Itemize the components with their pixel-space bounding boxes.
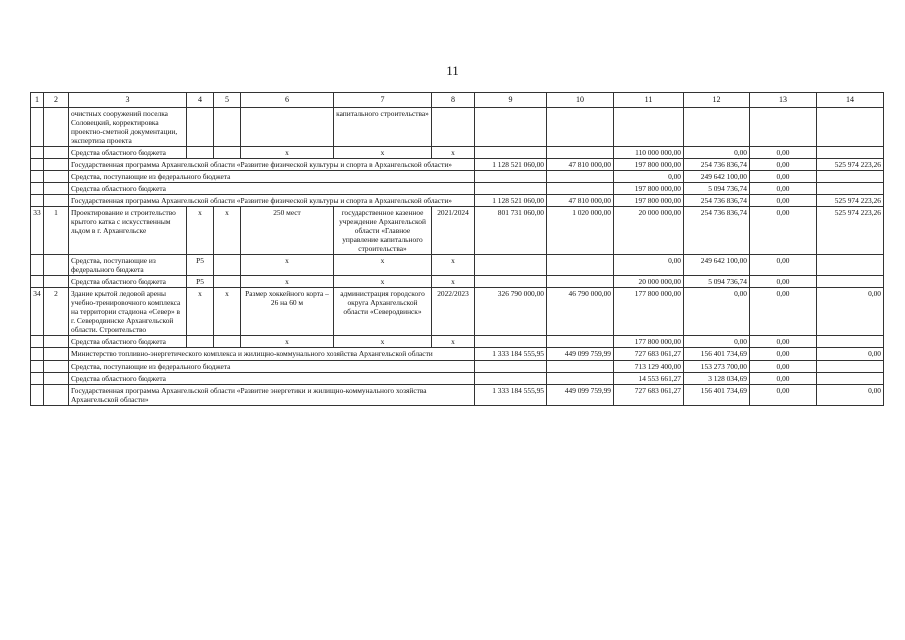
cell-c14 [817, 255, 884, 276]
cell-c10: 1 020 000,00 [547, 207, 614, 255]
table-row [31, 146, 884, 158]
cell-sub [44, 336, 69, 348]
cell-sub: 1 [44, 207, 69, 255]
cell-c4 [187, 336, 214, 348]
cell-c11: 727 683 061,27 [614, 384, 684, 405]
cell-c13: 0,00 [750, 170, 817, 182]
cell-c4: х [187, 207, 214, 255]
cell-c6: 250 мест [241, 207, 334, 255]
cell-c4 [187, 146, 214, 158]
cell-c12: 0,00 [684, 146, 750, 158]
cell-c9 [475, 146, 547, 158]
cell-c14: 525 974 223,26 [817, 195, 884, 207]
cell-c10 [547, 107, 614, 146]
table-row [31, 372, 884, 384]
cell-c8: 2021/2024 [432, 207, 475, 255]
cell-c5 [214, 336, 241, 348]
cell-c12: 254 736 836,74 [684, 195, 750, 207]
cell-c10: 47 810 000,00 [547, 158, 614, 170]
cell-sub [44, 146, 69, 158]
empty-cell [44, 158, 69, 170]
cell-c14: 525 974 223,26 [817, 207, 884, 255]
cell-c13: 0,00 [750, 182, 817, 194]
row-name-cell: Средства, поступающие из федерального бюджета [69, 360, 475, 372]
row-name-cell: Министерство топливно-энергетического комплекса и жилищно-коммунального хозяйства Архангельской области [69, 348, 475, 360]
empty-cell [31, 360, 44, 372]
cell-no [31, 107, 44, 146]
cell-c8: х [432, 255, 475, 276]
cell-c8: х [432, 146, 475, 158]
cell-c13: 0,00 [750, 158, 817, 170]
cell-c5: х [214, 207, 241, 255]
cell-c6: х [241, 336, 334, 348]
cell-c12: 254 736 836,74 [684, 158, 750, 170]
cell-c13: 0,00 [750, 336, 817, 348]
cell-c11: 177 800 000,00 [614, 288, 684, 336]
cell-c9 [475, 255, 547, 276]
table-body [31, 93, 884, 406]
cell-c5 [214, 276, 241, 288]
cell-c10 [547, 360, 614, 372]
cell-c11: 0,00 [614, 170, 684, 182]
row-name-cell: Проектирование и строительство крытого катка с искусственным льдом в г. Архангельске [69, 207, 187, 255]
row-name-cell: Здание крытой ледовой арены учебно-тренировочного комплекса на территории стадиона «Север» в г. Северодвинске Архангельской области. Строительство [69, 288, 187, 336]
table-row [31, 207, 884, 255]
cell-no [31, 336, 44, 348]
cell-sub [44, 276, 69, 288]
cell-c9: 1 128 521 060,00 [475, 195, 547, 207]
column-header: 1 [31, 93, 44, 108]
cell-c9 [475, 336, 547, 348]
cell-c8 [432, 107, 475, 146]
cell-c11: 197 800 000,00 [614, 195, 684, 207]
cell-c14 [817, 360, 884, 372]
cell-c14 [817, 182, 884, 194]
empty-cell [44, 182, 69, 194]
table-row [31, 348, 884, 360]
cell-c6 [241, 107, 334, 146]
cell-c13: 0,00 [750, 384, 817, 405]
column-header: 11 [614, 93, 684, 108]
cell-c13: 0,00 [750, 207, 817, 255]
cell-c10 [547, 146, 614, 158]
cell-no: 33 [31, 207, 44, 255]
cell-c10 [547, 170, 614, 182]
table-row [31, 360, 884, 372]
cell-c7: администрация городского округа Архангельской области «Северодвинск» [334, 288, 432, 336]
column-header: 13 [750, 93, 817, 108]
cell-c11: 177 800 000,00 [614, 336, 684, 348]
cell-c14 [817, 336, 884, 348]
cell-c9: 326 790 000,00 [475, 288, 547, 336]
cell-c12: 156 401 734,69 [684, 348, 750, 360]
cell-c8: х [432, 276, 475, 288]
row-name-cell: Средства областного бюджета [69, 182, 475, 194]
cell-c6: Размер хоккейного корта – 26 на 60 м [241, 288, 334, 336]
cell-no [31, 276, 44, 288]
cell-c7: государственное казенное учреждение Архангельской области «Главное управление капитального строительства» [334, 207, 432, 255]
cell-c12: 0,00 [684, 288, 750, 336]
row-name-cell: Средства, поступающие из федерального бюджета [69, 255, 187, 276]
cell-sub [44, 107, 69, 146]
cell-c11: 14 553 661,27 [614, 372, 684, 384]
column-header: 4 [187, 93, 214, 108]
cell-c11: 20 000 000,00 [614, 207, 684, 255]
cell-c14 [817, 170, 884, 182]
empty-cell [31, 384, 44, 405]
cell-c8: 2022/2023 [432, 288, 475, 336]
row-name-cell: Средства областного бюджета [69, 276, 187, 288]
column-header: 2 [44, 93, 69, 108]
cell-c9 [475, 182, 547, 194]
empty-cell [31, 372, 44, 384]
column-header: 9 [475, 93, 547, 108]
cell-c12: 254 736 836,74 [684, 207, 750, 255]
cell-c12: 5 094 736,74 [684, 276, 750, 288]
cell-c14: 0,00 [817, 348, 884, 360]
cell-c10 [547, 276, 614, 288]
cell-c13: 0,00 [750, 360, 817, 372]
header-row [31, 93, 884, 108]
table-row [31, 255, 884, 276]
cell-c7: х [334, 336, 432, 348]
cell-c12 [684, 107, 750, 146]
cell-sub [44, 255, 69, 276]
row-name-cell: очистных сооружений поселка Соловецкий, корректировка проектно-сметной документации, экспертиза проекта [69, 107, 187, 146]
cell-c9 [475, 170, 547, 182]
cell-c11: 727 683 061,27 [614, 348, 684, 360]
row-name-cell: Государственная программа Архангельской области «Развитие физической культуры и спорта в Архангельской области» [69, 195, 475, 207]
table-row [31, 288, 884, 336]
cell-no: 34 [31, 288, 44, 336]
cell-c13: 0,00 [750, 195, 817, 207]
cell-c4 [187, 107, 214, 146]
cell-c9: 1 128 521 060,00 [475, 158, 547, 170]
cell-c12: 0,00 [684, 336, 750, 348]
table-row [31, 182, 884, 194]
cell-c11: 110 000 000,00 [614, 146, 684, 158]
cell-c5 [214, 107, 241, 146]
cell-c13: 0,00 [750, 255, 817, 276]
cell-c11: 20 000 000,00 [614, 276, 684, 288]
page-number: 11 [446, 63, 459, 78]
cell-c6: х [241, 146, 334, 158]
cell-c14 [817, 372, 884, 384]
cell-c7: х [334, 255, 432, 276]
column-header: 3 [69, 93, 187, 108]
table-row [31, 195, 884, 207]
cell-c10 [547, 372, 614, 384]
column-header: 8 [432, 93, 475, 108]
cell-c14: 0,00 [817, 288, 884, 336]
cell-c12: 153 273 700,00 [684, 360, 750, 372]
cell-no [31, 146, 44, 158]
cell-c7: х [334, 276, 432, 288]
cell-sub: 2 [44, 288, 69, 336]
table-row [31, 276, 884, 288]
empty-cell [44, 170, 69, 182]
row-name-cell: Средства областного бюджета [69, 336, 187, 348]
cell-c13: 0,00 [750, 372, 817, 384]
cell-c11: 197 800 000,00 [614, 182, 684, 194]
cell-c5: х [214, 288, 241, 336]
cell-c13 [750, 107, 817, 146]
cell-c4: х [187, 288, 214, 336]
cell-c9: 1 333 184 555,95 [475, 348, 547, 360]
column-header: 6 [241, 93, 334, 108]
cell-c12: 3 128 034,69 [684, 372, 750, 384]
table-row [31, 170, 884, 182]
cell-c14 [817, 276, 884, 288]
empty-cell [31, 158, 44, 170]
cell-c13: 0,00 [750, 288, 817, 336]
cell-c10: 47 810 000,00 [547, 195, 614, 207]
column-header: 12 [684, 93, 750, 108]
cell-c10 [547, 255, 614, 276]
cell-c5 [214, 146, 241, 158]
cell-c12: 249 642 100,00 [684, 255, 750, 276]
empty-cell [31, 182, 44, 194]
cell-c13: 0,00 [750, 146, 817, 158]
budget-table [30, 92, 884, 406]
cell-c7: х [334, 146, 432, 158]
cell-c14 [817, 146, 884, 158]
cell-no [31, 255, 44, 276]
cell-c5 [214, 255, 241, 276]
empty-cell [44, 195, 69, 207]
empty-cell [31, 195, 44, 207]
cell-c10 [547, 336, 614, 348]
row-name-cell: Средства, поступающие из федерального бюджета [69, 170, 475, 182]
table-row [31, 107, 884, 146]
cell-c14: 525 974 223,26 [817, 158, 884, 170]
cell-c9 [475, 276, 547, 288]
cell-c11: 0,00 [614, 255, 684, 276]
cell-c9: 1 333 184 555,95 [475, 384, 547, 405]
empty-cell [44, 348, 69, 360]
cell-c12: 156 401 734,69 [684, 384, 750, 405]
table-row [31, 158, 884, 170]
cell-c12: 5 094 736,74 [684, 182, 750, 194]
cell-c14: 0,00 [817, 384, 884, 405]
table-row [31, 336, 884, 348]
column-header: 14 [817, 93, 884, 108]
cell-c4: P5 [187, 276, 214, 288]
cell-c12: 249 642 100,00 [684, 170, 750, 182]
cell-c9 [475, 360, 547, 372]
cell-c8: х [432, 336, 475, 348]
empty-cell [44, 372, 69, 384]
cell-c9: 801 731 060,00 [475, 207, 547, 255]
column-header: 7 [334, 93, 432, 108]
row-name-cell: Средства областного бюджета [69, 146, 187, 158]
cell-c14 [817, 107, 884, 146]
empty-cell [31, 348, 44, 360]
column-header: 5 [214, 93, 241, 108]
cell-c11: 197 800 000,00 [614, 158, 684, 170]
empty-cell [44, 384, 69, 405]
row-name-cell: Государственная программа Архангельской области «Развитие физической культуры и спорта в Архангельской области» [69, 158, 475, 170]
cell-c11 [614, 107, 684, 146]
cell-c10: 449 099 759,99 [547, 348, 614, 360]
cell-c9 [475, 107, 547, 146]
empty-cell [31, 170, 44, 182]
cell-c4: P5 [187, 255, 214, 276]
cell-c6: х [241, 276, 334, 288]
cell-c10: 449 099 759,99 [547, 384, 614, 405]
cell-c9 [475, 372, 547, 384]
row-name-cell: Средства областного бюджета [69, 372, 475, 384]
column-header: 10 [547, 93, 614, 108]
row-name-cell: Государственная программа Архангельской области «Развитие энергетики и жилищно-коммунального хозяйства Архангельской области» [69, 384, 475, 405]
empty-cell [44, 360, 69, 372]
table-row [31, 384, 884, 405]
cell-c10: 46 790 000,00 [547, 288, 614, 336]
cell-c6: х [241, 255, 334, 276]
cell-c13: 0,00 [750, 276, 817, 288]
cell-c7: капитального строительства» [334, 107, 432, 146]
cell-c13: 0,00 [750, 348, 817, 360]
cell-c10 [547, 182, 614, 194]
cell-c11: 713 129 400,00 [614, 360, 684, 372]
